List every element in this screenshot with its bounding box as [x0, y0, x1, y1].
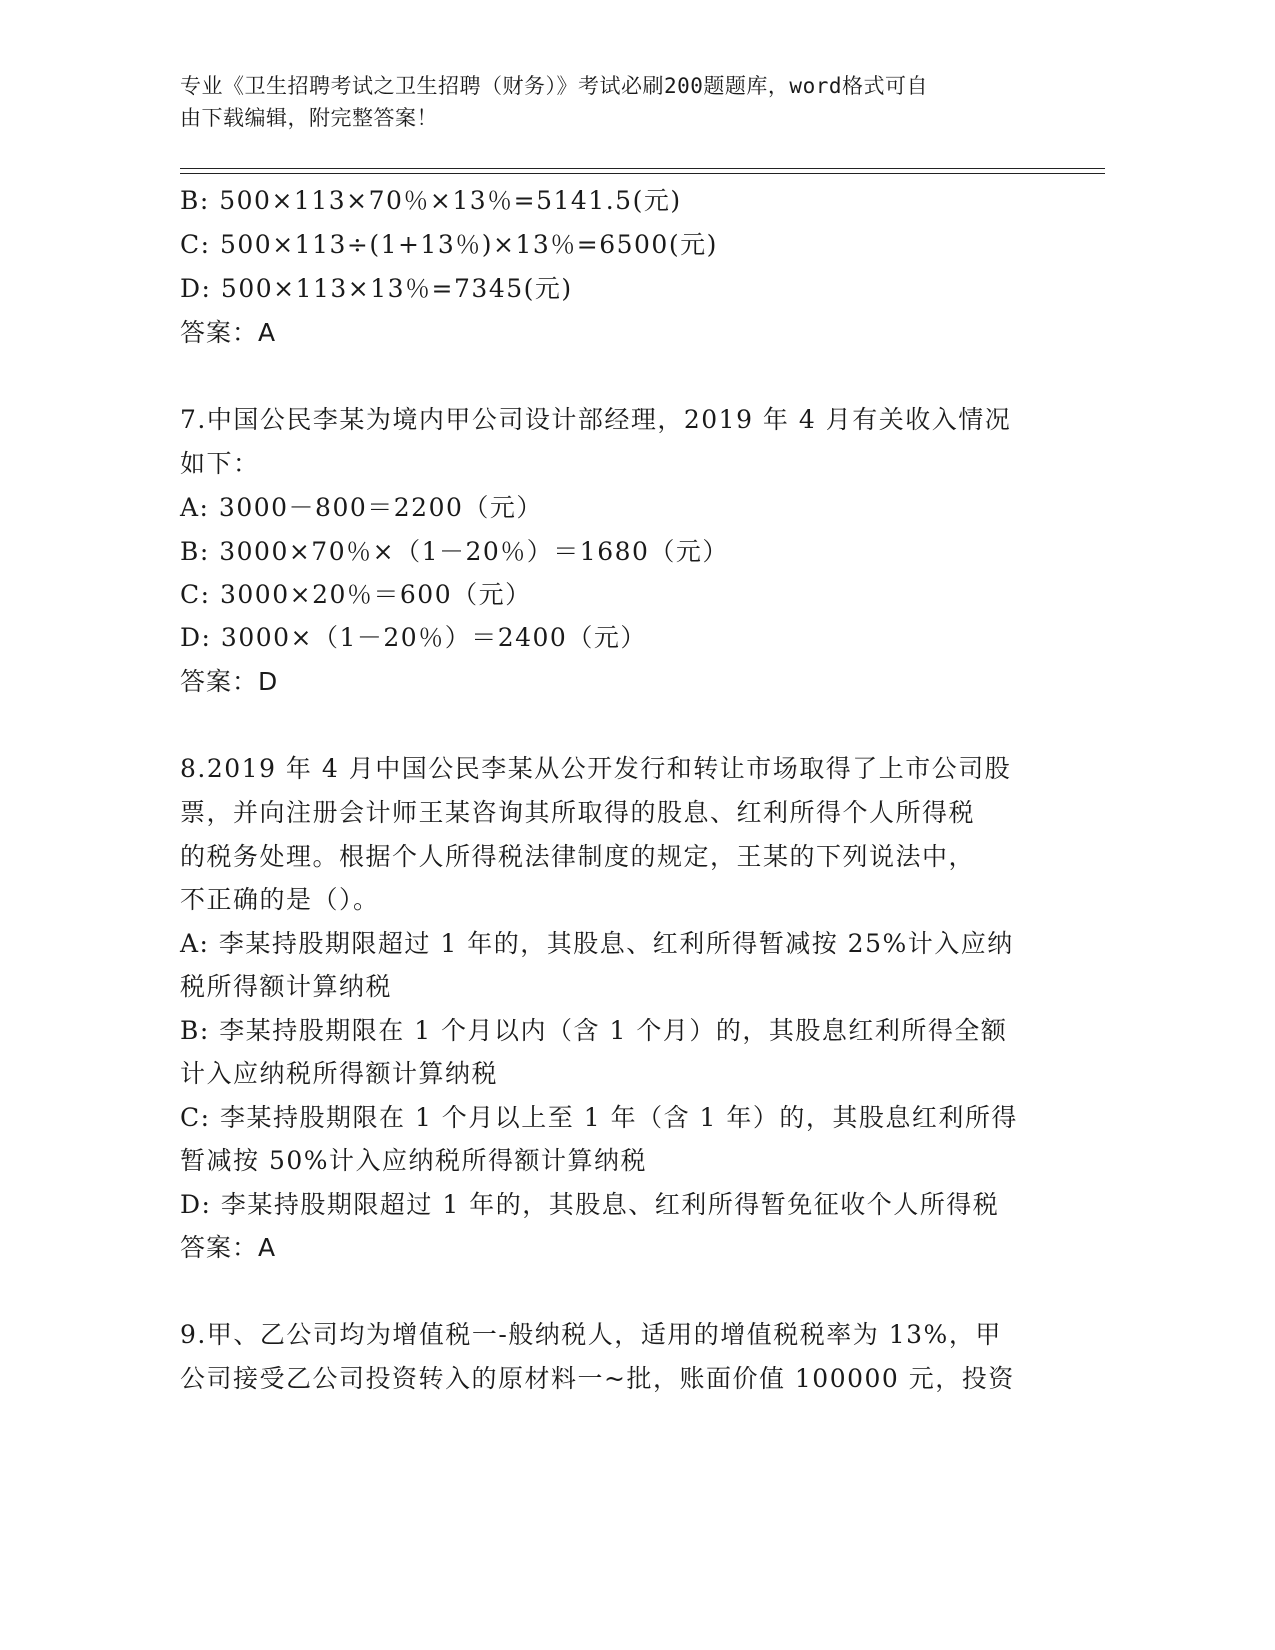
header-line-2: 由下载编辑，附完整答案！ — [180, 106, 438, 130]
q8-option-b-line-1: B: 李某持股期限在 1 个月以内（含 1 个月）的，其股息红利所得全额 — [180, 1016, 1008, 1045]
q7-stem-line-2: 如下： — [180, 449, 260, 478]
q7-option-d: D: 3000×（1－20％）＝2400（元） — [180, 623, 647, 652]
q8-answer: 答案：A — [180, 1233, 277, 1262]
q6-answer: 答案：A — [180, 318, 277, 347]
header-line-1: 专业《卫生招聘考试之卫生招聘（财务）》考试必刷200题题库，word格式可自 — [180, 74, 928, 98]
q9-stem-line-2: 公司接受乙公司投资转入的原材料一~批，账面价值 100000 元，投资 — [180, 1364, 1015, 1393]
document-header — [180, 70, 1040, 134]
q7-answer: 答案：D — [180, 667, 279, 696]
q8-option-d: D: 李某持股期限超过 1 年的，其股息、红利所得暂免征收个人所得税 — [180, 1190, 1000, 1219]
q8-option-c-line-2: 暂减按 50%计入应纳税所得额计算纳税 — [180, 1146, 648, 1175]
q8-stem-line-2: 票，并向注册会计师王某咨询其所取得的股息、红利所得个人所得税 — [180, 798, 976, 827]
q7-option-b: B: 3000×70％×（1－20％）＝1680（元） — [180, 537, 729, 566]
q8-option-a-line-2: 税所得额计算纳税 — [180, 972, 393, 1001]
q7-stem-line-1: 7.中国公民李某为境内甲公司设计部经理，2019 年 4 月有关收入情况 — [180, 405, 1012, 434]
q8-option-b-line-2: 计入应纳税所得额计算纳税 — [180, 1059, 499, 1088]
header-divider-top — [180, 168, 1105, 169]
q6-option-d: D: 500×113×13％=7345(元) — [180, 274, 573, 303]
q7-option-a: A: 3000－800＝2200（元） — [180, 493, 543, 522]
q6-option-b: B: 500×113×70％×13％=5141.5(元) — [180, 186, 682, 215]
q8-stem-line-4: 不正确的是（）。 — [180, 885, 380, 914]
q8-stem-line-1: 8.2019 年 4 月中国公民李某从公开发行和转让市场取得了上市公司股 — [180, 754, 1012, 783]
q8-option-c-line-1: C: 李某持股期限在 1 个月以上至 1 年（含 1 年）的，其股息红利所得 — [180, 1103, 1018, 1132]
q9-stem-line-1: 9.甲、乙公司均为增值税一-般纳税人，适用的增值税税率为 13%，甲 — [180, 1320, 1002, 1349]
header-divider-bottom — [180, 173, 1105, 174]
q8-stem-line-3: 的税务处理。根据个人所得税法律制度的规定，王某的下列说法中， — [180, 842, 976, 871]
q8-option-a-line-1: A: 李某持股期限超过 1 年的，其股息、红利所得暂减按 25%计入应纳 — [180, 929, 1014, 958]
q7-option-c: C: 3000×20％＝600（元） — [180, 580, 532, 609]
q6-option-c: C: 500×113÷(1+13％)×13％=6500(元) — [180, 230, 718, 259]
